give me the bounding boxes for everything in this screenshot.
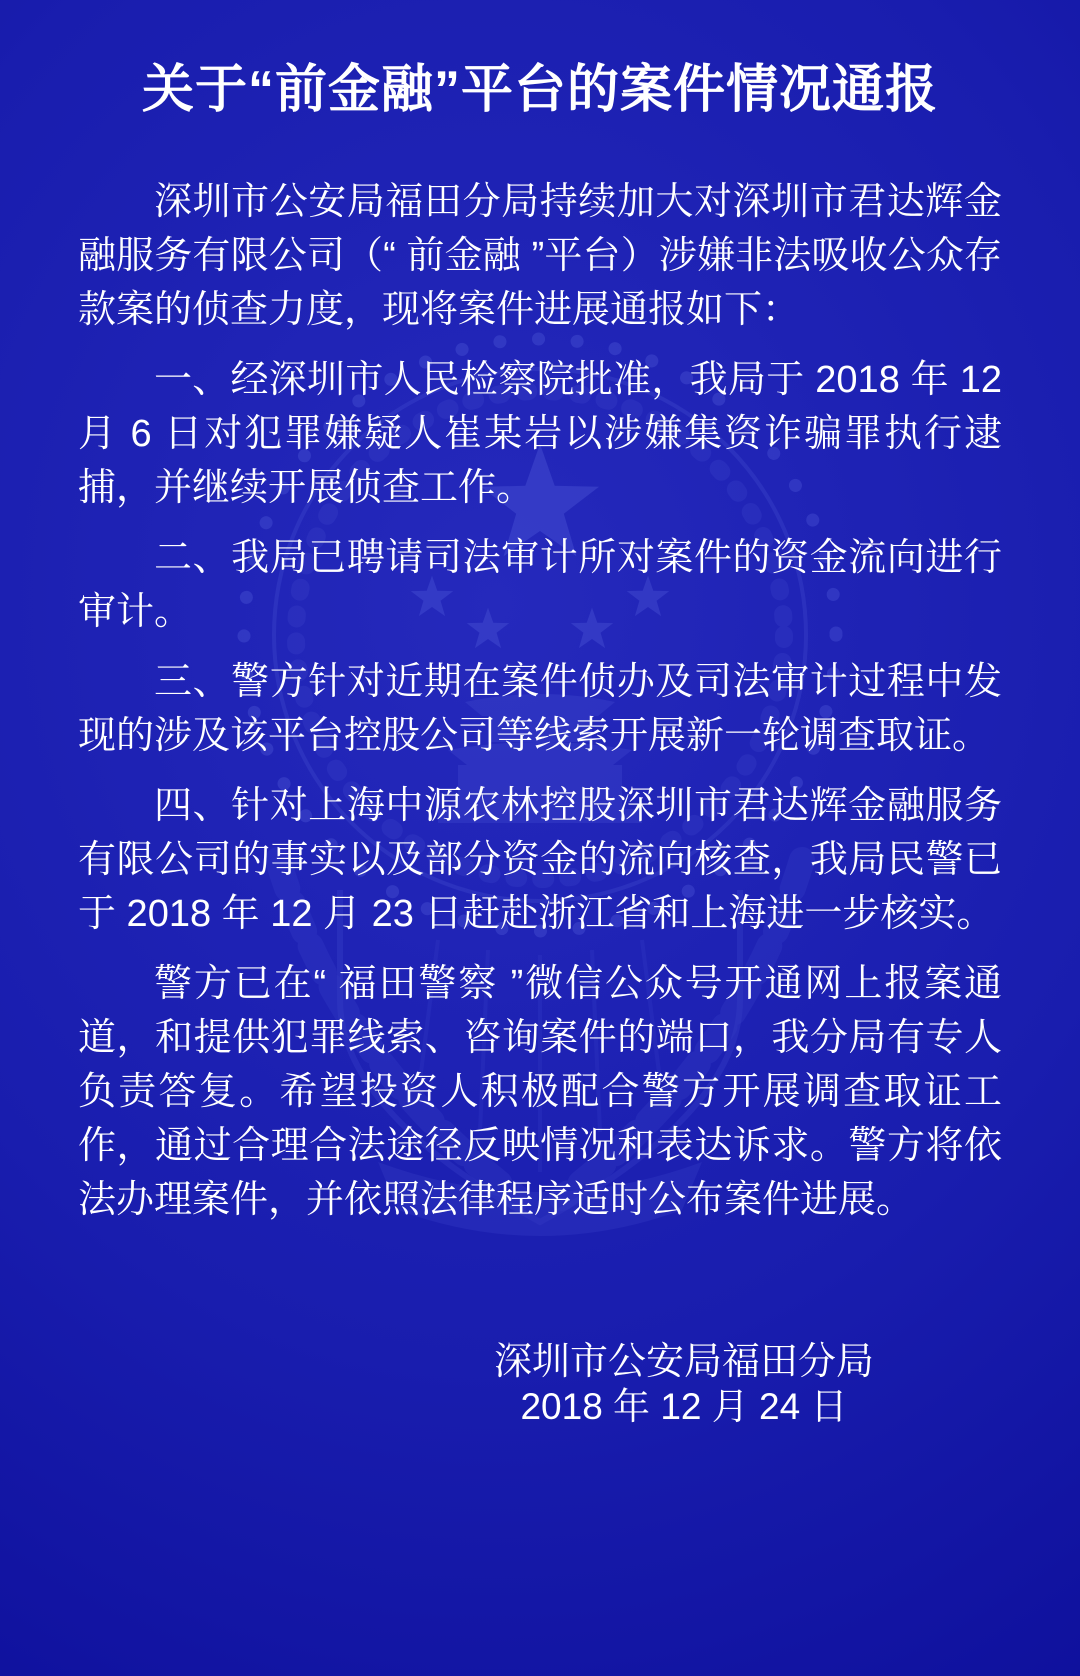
notice-body xyxy=(78,175,1002,1227)
notice-paragraph: 警方已在“ 福田警察 ”微信公众号开通网上报案通道，和提供犯罪线索、咨询案件的端口，我分局有专人负责答复。希望投资人积极配合警方开展调查取证工作，通过合理合法途径反映情况和表达诉求。警方将依法办理案件，并依照法律程序适时公布案件进展。 xyxy=(78,963,1002,1221)
signature-date: 2018 年 12 月 24 日 xyxy=(520,1386,848,1427)
signature-org: 深圳市公安局福田分局 xyxy=(493,1341,874,1383)
signature-block xyxy=(494,1339,874,1429)
notice-paragraph: 一、经深圳市人民检察院批准，我局于 2018 年 12 月 6 日对犯罪嫌疑人崔某岩以涉嫌集资诈骗罪执行逮捕，并继续开展侦查工作。 xyxy=(78,359,1002,509)
notice-paragraph: 四、针对上海中源农林控股深圳市君达辉金融服务有限公司的事实以及部分资金的流向核查，我局民警已于 2018 年 12 月 23 日赶赴浙江省和上海进一步核实。 xyxy=(78,785,1002,935)
notice-paragraph: 三、警方针对近期在案件侦办及司法审计过程中发现的涉及该平台控股公司等线索开展新一轮调查取证。 xyxy=(78,661,1002,757)
notice-paragraph: 深圳市公安局福田分局持续加大对深圳市君达辉金融服务有限公司（“ 前金融 ”平台）涉嫌非法吸收公众存款案的侦查力度，现将案件进展通报如下： xyxy=(78,181,1002,331)
notice-paragraph: 二、我局已聘请司法审计所对案件的资金流向进行审计。 xyxy=(78,537,1002,633)
notice-title: 关于“前金融”平台的案件情况通报 xyxy=(141,61,938,119)
